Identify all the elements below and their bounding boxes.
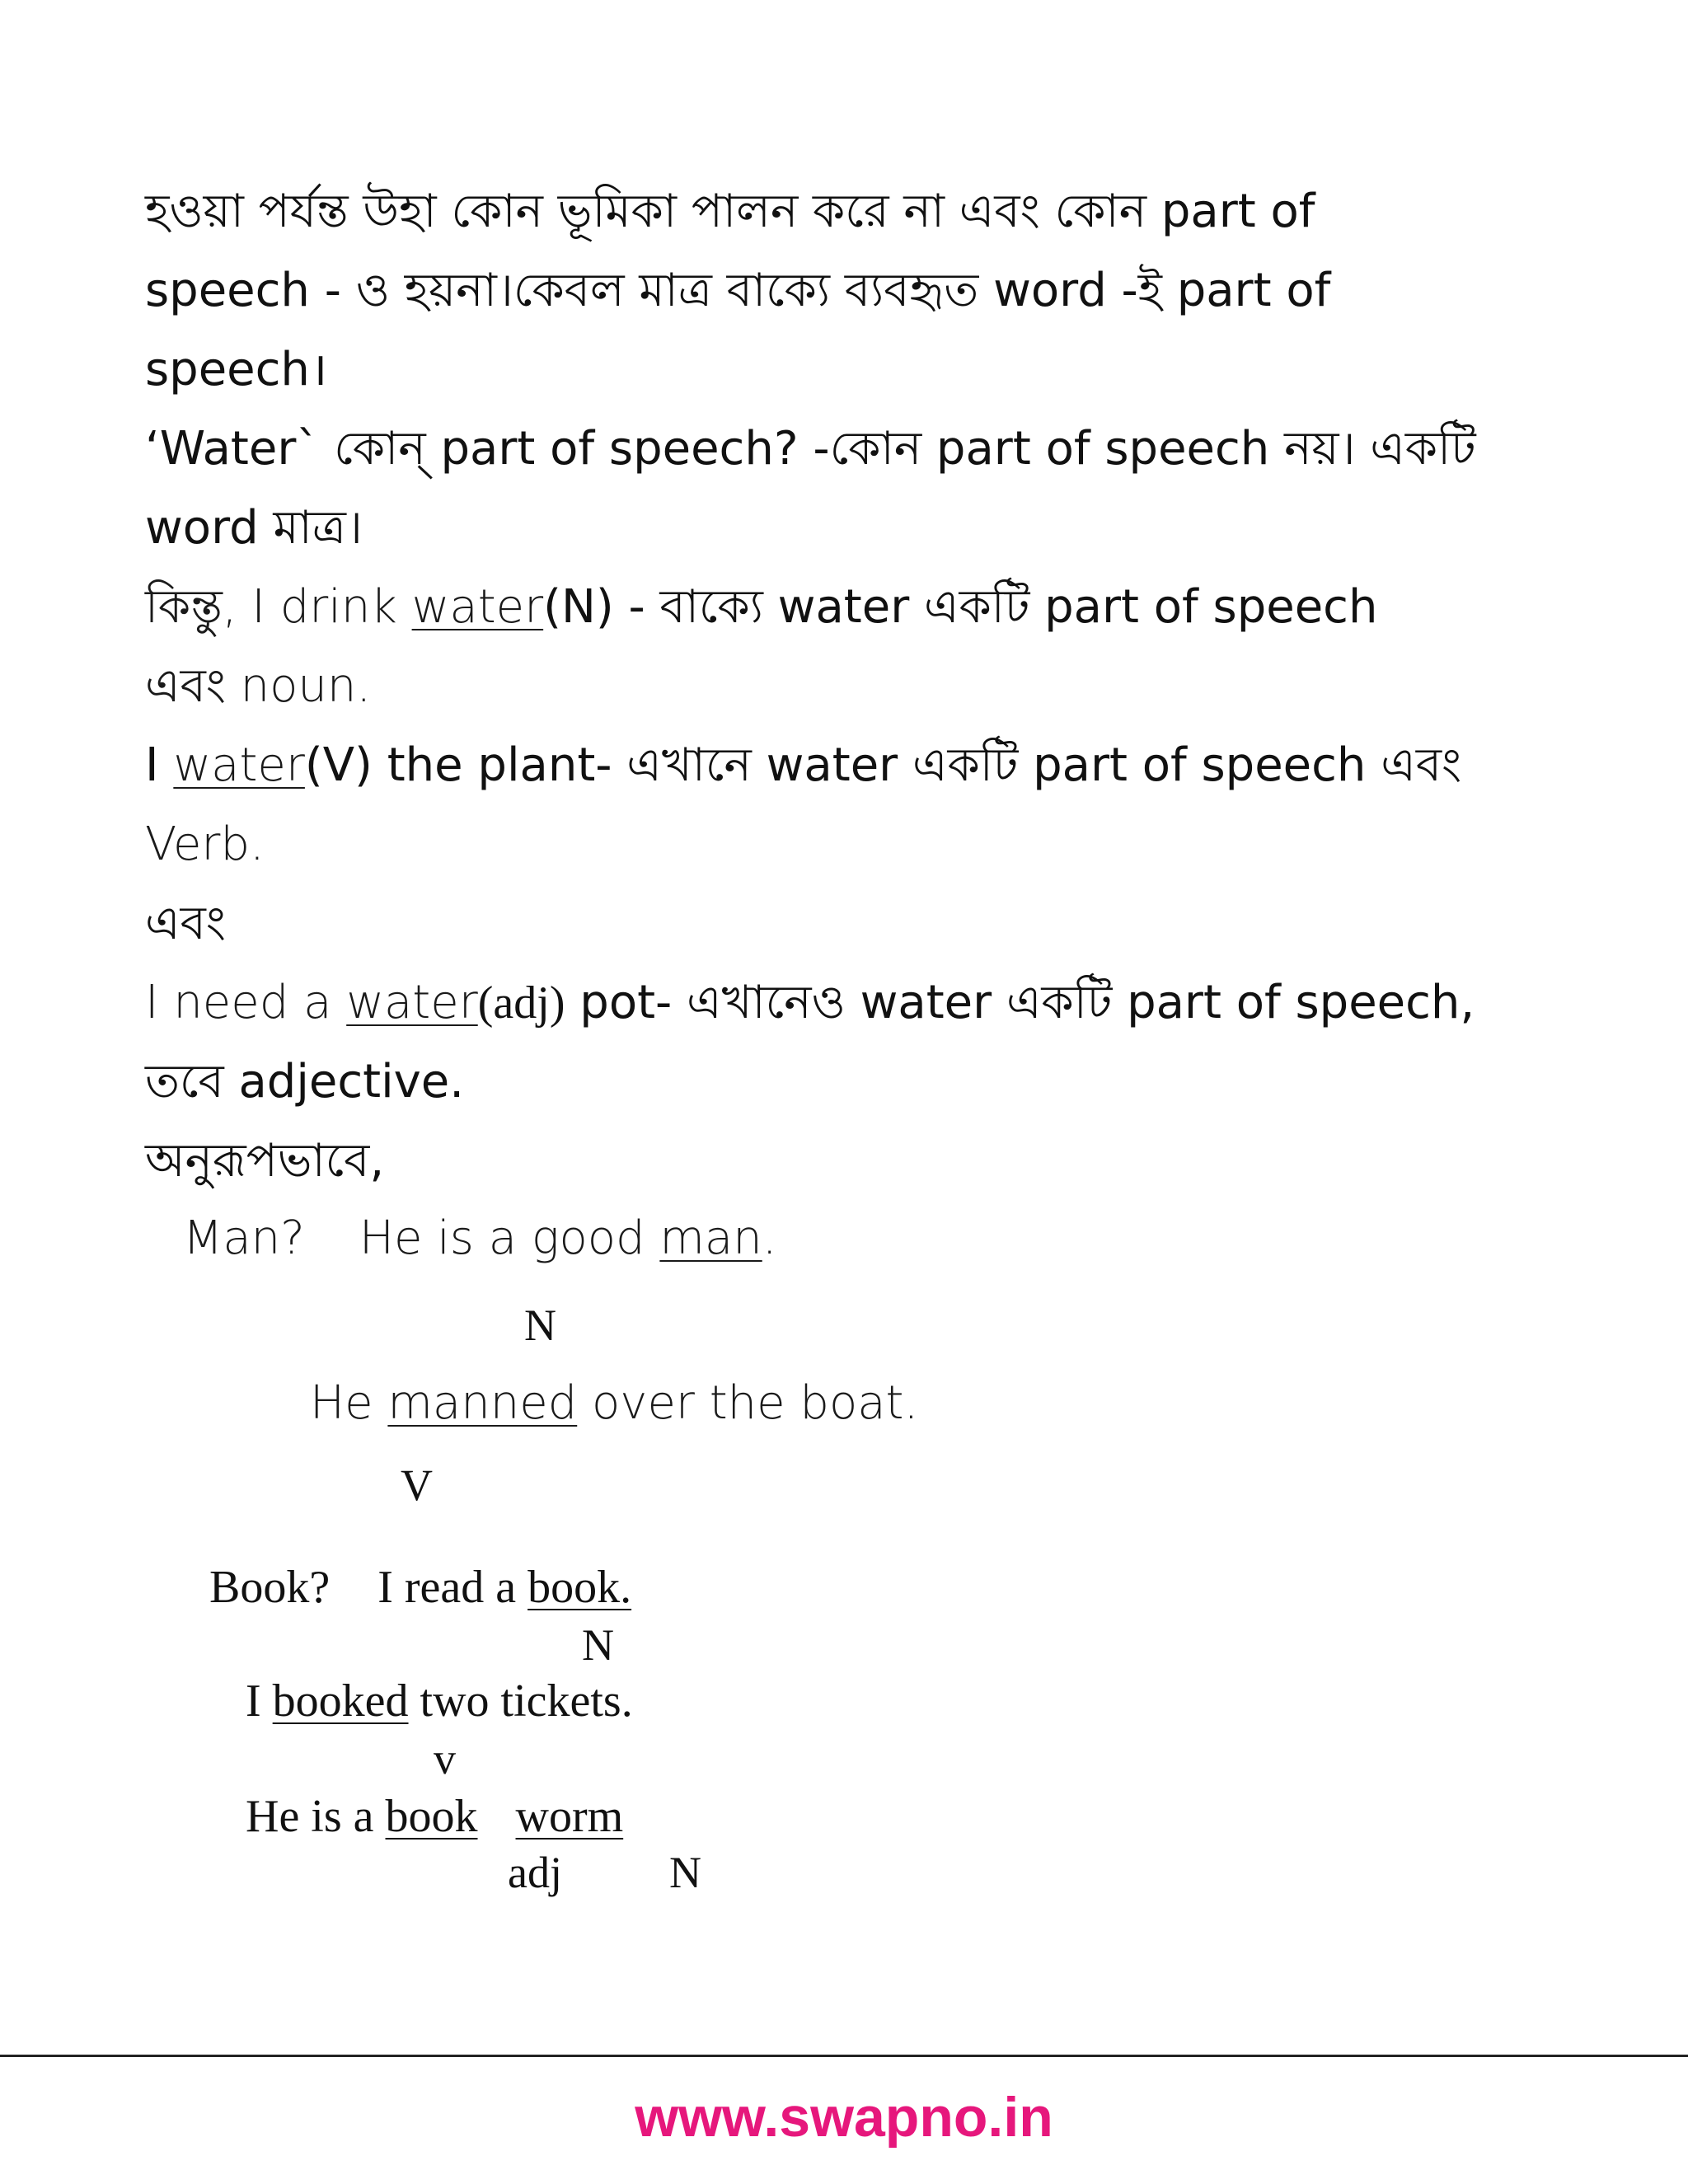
example-man-tag-1: N [524, 1301, 556, 1350]
example-book-word-3: book [385, 1791, 478, 1842]
paragraph-2-line-1: ‘Water` কোন্ part of speech? -কোন part of speech নয়। একটি [145, 422, 1476, 476]
p3-prefix: কিন্তু, I drink [145, 580, 412, 634]
p3-underlined-word: water [411, 580, 544, 634]
p4-suffix: (V) the plant- এখানে water একটি part of speech এবং [304, 738, 1462, 792]
example-book-tag-1: N [582, 1620, 614, 1670]
paragraph-6-line-2: তবে adjective. [145, 1055, 465, 1108]
example-man-sentence-1: Man? He is a good man. [183, 1212, 777, 1265]
paragraph-6-line-1 [145, 974, 1475, 1032]
footer-divider [0, 2055, 1688, 2057]
paragraph-3-line-2: এবং noun. [145, 659, 372, 713]
paragraph-4-line-2: Verb. [145, 818, 265, 871]
footer-website-link[interactable]: www.swapno.in [635, 2086, 1053, 2149]
p6-prefix: I need a [145, 976, 347, 1029]
paragraph-5: এবং [145, 897, 226, 950]
example-book-sentence-3: He is a book worm [246, 1791, 624, 1842]
p3-suffix: (N) - বাক্যে water একটি part of speech [543, 580, 1378, 634]
example-book-word-1: book. [528, 1562, 632, 1613]
p4-prefix: I [145, 738, 174, 792]
example-man-tag-2: V [401, 1460, 433, 1510]
p6-underlined-word: water [346, 976, 478, 1029]
example-book-question: Book? [209, 1562, 331, 1613]
p6-suffix: pot- এখানেও water একটি part of speech, [565, 976, 1475, 1029]
example-man-question: Man? [183, 1212, 305, 1265]
paragraph-3-line-1 [145, 579, 1377, 636]
example-book-word-2: booked [272, 1675, 409, 1727]
example-book-sentence-2: I booked two tickets. [246, 1675, 633, 1727]
paragraph-2-line-2: word মাত্র। [145, 501, 363, 555]
paragraph-1-line-3: speech। [145, 343, 328, 396]
example-man-sentence-2: He manned over the boat. [310, 1376, 919, 1430]
paragraph-1-line-2: speech - ও হয়না।কেবল মাত্র বাক্যে ব্যবহৃত word -ই part of [145, 264, 1331, 317]
example-book-sentence-1: Book? I read a book. [209, 1562, 632, 1613]
example-book-tag-3: adj [508, 1848, 562, 1897]
paragraph-1-line-1: হওয়া পর্যন্ত উহা কোন ভূমিকা পালন করে না এবং কোন part of [145, 185, 1315, 238]
example-book-tag-4: N [669, 1848, 701, 1897]
p6-tag: (adj) [477, 977, 565, 1029]
example-man-word-2: manned [387, 1376, 578, 1430]
paragraph-7: অনুরূপভাবে, [145, 1134, 385, 1188]
example-man-word-1: man [659, 1212, 762, 1265]
p4-underlined-word: water [173, 738, 305, 792]
example-book-tag-2: v [434, 1734, 456, 1783]
example-book-word-4: worm [515, 1791, 624, 1842]
paragraph-4-line-1 [145, 737, 1461, 794]
